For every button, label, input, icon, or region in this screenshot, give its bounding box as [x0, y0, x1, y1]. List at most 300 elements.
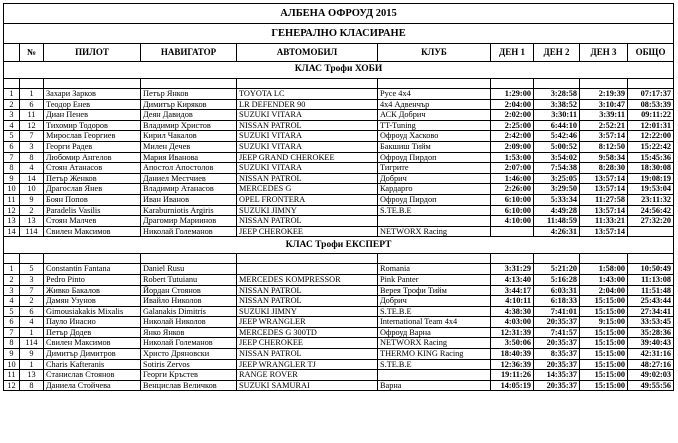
spacer-cell	[4, 254, 20, 264]
cell-day2: 7:54:38	[534, 163, 580, 174]
cell-no: 12	[20, 120, 44, 131]
spacer-cell	[44, 79, 141, 89]
cell-no: 10	[20, 184, 44, 195]
cell-navigator: Robert Tutuianu	[141, 274, 237, 285]
cell-navigator: Димитър Киряков	[141, 99, 237, 110]
cell-day1: 1:29:00	[491, 89, 534, 100]
cell-day3: 15:15:00	[580, 370, 628, 381]
cell-pilot: Paradelis Vasilis	[44, 205, 141, 216]
class-header-row	[4, 237, 674, 254]
cell-day1: 2:02:00	[491, 110, 534, 121]
cell-no: 7	[20, 131, 44, 142]
cell-day1: 4:38:30	[491, 306, 534, 317]
header-club: КЛУБ	[378, 44, 491, 62]
cell-day2: 5:00:52	[534, 141, 580, 152]
table-row	[4, 99, 674, 110]
cell-club: 4x4 Адвенчър	[378, 99, 491, 110]
cell-no: 6	[20, 306, 44, 317]
cell-no: 3	[20, 274, 44, 285]
spacer-cell	[534, 254, 580, 264]
cell-day3: 15:15:00	[580, 338, 628, 349]
cell-day3: 3:57:14	[580, 131, 628, 142]
cell-club: Pink Panter	[378, 274, 491, 285]
spacer-row	[4, 254, 674, 264]
spacer-cell	[20, 254, 44, 264]
cell-no: 9	[20, 194, 44, 205]
cell-day1: 14:05:19	[491, 380, 534, 391]
table-row	[4, 89, 674, 100]
table-row	[4, 131, 674, 142]
cell-pilot: Тихомир Тодоров	[44, 120, 141, 131]
cell-day3: 13:57:14	[580, 173, 628, 184]
spacer-row	[4, 79, 674, 89]
cell-no: 4	[20, 317, 44, 328]
cell-day1: 6:10:00	[491, 205, 534, 216]
cell-navigator: Георги Кръстев	[141, 370, 237, 381]
spacer-cell	[628, 254, 674, 264]
spacer-cell	[141, 79, 237, 89]
cell-day1: 12:36:39	[491, 359, 534, 370]
cell-club: Тигрите	[378, 163, 491, 174]
cell-pos: 9	[4, 173, 20, 184]
cell-navigator: Мария Иванова	[141, 152, 237, 163]
spacer-cell	[580, 254, 628, 264]
cell-no: 7	[20, 285, 44, 296]
cell-navigator: Владимир Христов	[141, 120, 237, 131]
cell-pilot: Charis Kafteranis	[44, 359, 141, 370]
cell-car: SUZUKI SAMURAI	[237, 380, 378, 391]
cell-total: 19:08:19	[628, 173, 674, 184]
cell-total: 24:56:42	[628, 205, 674, 216]
cell-pos: 13	[4, 216, 20, 227]
cell-car: JEEP CHEROKEE	[237, 226, 378, 237]
cell-no: 1	[20, 359, 44, 370]
table-row	[4, 296, 674, 307]
cell-club: АСК Добрич	[378, 110, 491, 121]
spacer-cell	[44, 254, 141, 264]
cell-pos: 9	[4, 349, 20, 360]
cell-club	[378, 216, 491, 227]
cell-navigator: Daniel Rusu	[141, 264, 237, 275]
cell-day2: 4:49:28	[534, 205, 580, 216]
cell-day1: 2:09:00	[491, 141, 534, 152]
cell-day2: 20:35:37	[534, 359, 580, 370]
cell-car: NISSAN PATROL	[237, 216, 378, 227]
cell-day3: 13:57:14	[580, 184, 628, 195]
cell-navigator: Христо Дряновски	[141, 349, 237, 360]
cell-total: 48:27:16	[628, 359, 674, 370]
cell-day1: 12:31:39	[491, 327, 534, 338]
cell-day2: 5:16:28	[534, 274, 580, 285]
cell-club: Офроуд Пирдоп	[378, 152, 491, 163]
table-row	[4, 264, 674, 275]
cell-car	[237, 264, 378, 275]
cell-day1: 6:10:00	[491, 194, 534, 205]
cell-pilot: Петър Женков	[44, 173, 141, 184]
cell-no: 8	[20, 380, 44, 391]
table-row	[4, 226, 674, 237]
cell-day2: 6:03:31	[534, 285, 580, 296]
cell-pos: 12	[4, 380, 20, 391]
cell-club: Кардарго	[378, 184, 491, 195]
cell-total: 12:01:31	[628, 120, 674, 131]
cell-car: NISSAN PATROL	[237, 120, 378, 131]
cell-total: 11:51:48	[628, 285, 674, 296]
cell-car: SUZUKI VITARA	[237, 141, 378, 152]
cell-navigator: Владимир Атанасов	[141, 184, 237, 195]
table-row	[4, 274, 674, 285]
cell-day1: 1:53:00	[491, 152, 534, 163]
cell-club: S.TE.B.E	[378, 306, 491, 317]
cell-navigator: Венцислав Величков	[141, 380, 237, 391]
cell-pos: 5	[4, 306, 20, 317]
cell-day2: 3:54:02	[534, 152, 580, 163]
cell-pilot: Стоян Атанасов	[44, 163, 141, 174]
cell-no: 1	[20, 327, 44, 338]
cell-day1: 2:26:00	[491, 184, 534, 195]
cell-day1: 4:10:00	[491, 216, 534, 227]
cell-pos: 5	[4, 131, 20, 142]
cell-day2: 3:30:11	[534, 110, 580, 121]
cell-total: 12:22:00	[628, 131, 674, 142]
cell-pos: 3	[4, 110, 20, 121]
cell-pilot: Pedro Pinto	[44, 274, 141, 285]
cell-total: 33:53:45	[628, 317, 674, 328]
cell-no: 1	[20, 89, 44, 100]
cell-no: 2	[20, 296, 44, 307]
cell-total: 42:31:16	[628, 349, 674, 360]
cell-no: 6	[20, 99, 44, 110]
cell-no: 11	[20, 110, 44, 121]
cell-navigator: Деян Давидов	[141, 110, 237, 121]
cell-pos: 7	[4, 152, 20, 163]
cell-club: S.TE.B.E	[378, 205, 491, 216]
cell-pos: 6	[4, 317, 20, 328]
cell-navigator: Кирил Чакалов	[141, 131, 237, 142]
cell-day1: 3:50:06	[491, 338, 534, 349]
class-name: КЛАС Трофи ХОБИ	[4, 62, 674, 79]
cell-day1	[491, 226, 534, 237]
table-row	[4, 349, 674, 360]
spacer-cell	[378, 79, 491, 89]
cell-car: TOYOTA LC	[237, 89, 378, 100]
cell-total: 09:11:22	[628, 110, 674, 121]
cell-pos: 4	[4, 120, 20, 131]
cell-no: 3	[20, 141, 44, 152]
cell-day3: 3:10:47	[580, 99, 628, 110]
page-subtitle: ГЕНЕРАЛНО КЛАСИРАНЕ	[4, 24, 674, 44]
cell-total: 08:53:39	[628, 99, 674, 110]
cell-pos: 10	[4, 184, 20, 195]
cell-no: 8	[20, 152, 44, 163]
table-row	[4, 152, 674, 163]
cell-day3: 1:58:00	[580, 264, 628, 275]
table-row	[4, 173, 674, 184]
cell-navigator: Иван Иванов	[141, 194, 237, 205]
spacer-cell	[141, 254, 237, 264]
cell-no: 2	[20, 205, 44, 216]
table-row	[4, 205, 674, 216]
cell-car: JEEP CHEROKEE	[237, 338, 378, 349]
cell-car: NISSAN PATROL	[237, 285, 378, 296]
cell-total: 25:43:44	[628, 296, 674, 307]
cell-pilot: Станислав Стоянов	[44, 370, 141, 381]
cell-day3: 8:12:50	[580, 141, 628, 152]
cell-no: 13	[20, 370, 44, 381]
title-row	[4, 4, 674, 24]
cell-pilot: Свилен Максимов	[44, 338, 141, 349]
header-no: №	[20, 44, 44, 62]
cell-day2: 5:42:46	[534, 131, 580, 142]
cell-day2: 3:28:58	[534, 89, 580, 100]
cell-pos: 11	[4, 370, 20, 381]
cell-car: NISSAN PATROL	[237, 349, 378, 360]
cell-day3: 2:52:21	[580, 120, 628, 131]
cell-day1: 2:25:00	[491, 120, 534, 131]
header-pos	[4, 44, 20, 62]
cell-total: 27:34:41	[628, 306, 674, 317]
cell-navigator: Sotiris Zervos	[141, 359, 237, 370]
cell-day3: 8:28:30	[580, 163, 628, 174]
cell-day3: 2:04:00	[580, 285, 628, 296]
spacer-cell	[628, 79, 674, 89]
header-row	[4, 44, 674, 62]
cell-club: Добрич	[378, 173, 491, 184]
cell-day3: 1:43:00	[580, 274, 628, 285]
cell-day3: 3:39:11	[580, 110, 628, 121]
cell-pos: 12	[4, 205, 20, 216]
spacer-cell	[4, 79, 20, 89]
spacer-cell	[491, 254, 534, 264]
header-total: ОБЩО	[628, 44, 674, 62]
cell-no: 4	[20, 163, 44, 174]
cell-club: Добрич	[378, 296, 491, 307]
cell-club: NETWORX Racing	[378, 226, 491, 237]
cell-navigator: Милен Дечев	[141, 141, 237, 152]
header-day1: ДЕН 1	[491, 44, 534, 62]
cell-day2: 3:29:50	[534, 184, 580, 195]
table-row	[4, 110, 674, 121]
cell-pos: 2	[4, 274, 20, 285]
cell-car: SUZUKI JIMNY	[237, 306, 378, 317]
cell-day3: 13:57:14	[580, 205, 628, 216]
cell-pos: 7	[4, 327, 20, 338]
cell-day1: 2:42:00	[491, 131, 534, 142]
cell-day1: 4:10:11	[491, 296, 534, 307]
cell-car: LR DEFENDER 90	[237, 99, 378, 110]
cell-pos: 4	[4, 296, 20, 307]
cell-club: THERMO KING Racing	[378, 349, 491, 360]
cell-pilot: Димитър Димитров	[44, 349, 141, 360]
header-day2: ДЕН 2	[534, 44, 580, 62]
class-header-row	[4, 62, 674, 79]
spacer-cell	[20, 79, 44, 89]
cell-total: 15:45:36	[628, 152, 674, 163]
cell-navigator: Николай Големанов	[141, 226, 237, 237]
cell-club: S.TE.B.E	[378, 359, 491, 370]
cell-car: SUZUKI VITARA	[237, 131, 378, 142]
cell-day2: 4:26:31	[534, 226, 580, 237]
cell-day2: 7:41:01	[534, 306, 580, 317]
cell-day2: 11:48:59	[534, 216, 580, 227]
cell-total: 39:40:43	[628, 338, 674, 349]
header-car: АВТОМОБИЛ	[237, 44, 378, 62]
cell-total: 11:13:08	[628, 274, 674, 285]
spacer-cell	[237, 254, 378, 264]
cell-total: 07:17:37	[628, 89, 674, 100]
cell-car: JEEP GRAND CHEROKEE	[237, 152, 378, 163]
cell-navigator: Даниел Местчиев	[141, 173, 237, 184]
cell-club: Верея Трофи Тийм	[378, 285, 491, 296]
cell-day2: 3:38:52	[534, 99, 580, 110]
cell-day1: 4:03:00	[491, 317, 534, 328]
cell-day2: 20:35:37	[534, 338, 580, 349]
cell-day1: 2:07:00	[491, 163, 534, 174]
cell-day2: 8:35:37	[534, 349, 580, 360]
header-pilot: ПИЛОТ	[44, 44, 141, 62]
cell-club: Romania	[378, 264, 491, 275]
cell-day3: 15:15:00	[580, 359, 628, 370]
table-row	[4, 370, 674, 381]
spacer-cell	[237, 79, 378, 89]
cell-club	[378, 370, 491, 381]
cell-pos: 3	[4, 285, 20, 296]
cell-total: 35:28:36	[628, 327, 674, 338]
cell-navigator: Апостол Апостолов	[141, 163, 237, 174]
cell-day2: 20:35:37	[534, 380, 580, 391]
cell-pos: 6	[4, 141, 20, 152]
cell-car: SUZUKI VITARA	[237, 163, 378, 174]
cell-club: Офроуд Варна	[378, 327, 491, 338]
cell-total: 27:32:20	[628, 216, 674, 227]
cell-no: 9	[20, 349, 44, 360]
table-row	[4, 359, 674, 370]
cell-pos: 10	[4, 359, 20, 370]
cell-pilot: Боян Попов	[44, 194, 141, 205]
cell-car: SUZUKI VITARA	[237, 110, 378, 121]
cell-car: RANGE ROVER	[237, 370, 378, 381]
table-row	[4, 120, 674, 131]
cell-day3: 15:15:00	[580, 296, 628, 307]
cell-pilot: Георги Радев	[44, 141, 141, 152]
cell-day3: 9:15:00	[580, 317, 628, 328]
cell-day3: 11:33:21	[580, 216, 628, 227]
cell-day2: 20:35:37	[534, 317, 580, 328]
cell-pilot: Живко Бакалов	[44, 285, 141, 296]
cell-total: 49:02:03	[628, 370, 674, 381]
spacer-cell	[378, 254, 491, 264]
cell-pos: 1	[4, 89, 20, 100]
cell-car: MERCEDES G 300TD	[237, 327, 378, 338]
table-row	[4, 194, 674, 205]
cell-no: 5	[20, 264, 44, 275]
cell-day3: 11:27:58	[580, 194, 628, 205]
table-row	[4, 338, 674, 349]
cell-pilot: Паулo Инасио	[44, 317, 141, 328]
cell-total: 19:53:04	[628, 184, 674, 195]
cell-no: 14	[20, 173, 44, 184]
cell-day1: 1:46:00	[491, 173, 534, 184]
cell-club: TT-Tuning	[378, 120, 491, 131]
cell-day3: 15:15:00	[580, 349, 628, 360]
cell-car: JEEP WRANGLER TJ	[237, 359, 378, 370]
cell-pos: 11	[4, 194, 20, 205]
cell-day2: 5:21:20	[534, 264, 580, 275]
table-row	[4, 327, 674, 338]
spacer-cell	[491, 79, 534, 89]
cell-no: 13	[20, 216, 44, 227]
table-row	[4, 216, 674, 227]
cell-car: OPEL FRONTERA	[237, 194, 378, 205]
cell-day3: 13:57:14	[580, 226, 628, 237]
cell-day1: 2:04:00	[491, 99, 534, 110]
cell-total: 49:55:56	[628, 380, 674, 391]
table-row	[4, 184, 674, 195]
cell-navigator: Karaburniotis Argiris	[141, 205, 237, 216]
table-row	[4, 380, 674, 391]
cell-day1: 3:44:17	[491, 285, 534, 296]
cell-pilot: Драгослав Янев	[44, 184, 141, 195]
cell-club: NETWORX Racing	[378, 338, 491, 349]
cell-navigator: Ивайло Николов	[141, 296, 237, 307]
cell-day1: 3:31:29	[491, 264, 534, 275]
cell-day3: 2:19:39	[580, 89, 628, 100]
cell-pilot: Дамян Узунов	[44, 296, 141, 307]
cell-day3: 9:58:34	[580, 152, 628, 163]
cell-pos: 1	[4, 264, 20, 275]
cell-car: NISSAN PATROL	[237, 296, 378, 307]
cell-pos: 14	[4, 226, 20, 237]
cell-total: 15:22:42	[628, 141, 674, 152]
cell-pilot: Диан Пенев	[44, 110, 141, 121]
cell-pilot: Любомир Ангелов	[44, 152, 141, 163]
class-name: КЛАС Трофи ЕКСПЕРТ	[4, 237, 674, 254]
cell-day2: 6:18:33	[534, 296, 580, 307]
table-row	[4, 285, 674, 296]
cell-pos: 8	[4, 163, 20, 174]
cell-car: MERCEDES KOMPRESSOR	[237, 274, 378, 285]
cell-total	[628, 226, 674, 237]
cell-day1: 4:13:40	[491, 274, 534, 285]
cell-day1: 19:11:26	[491, 370, 534, 381]
cell-pilot: Constantin Fantana	[44, 264, 141, 275]
cell-club: Русе 4x4	[378, 89, 491, 100]
cell-pilot: Даниела Стойчева	[44, 380, 141, 391]
cell-navigator: Петър Янков	[141, 89, 237, 100]
cell-day2: 5:33:34	[534, 194, 580, 205]
cell-total: 10:50:49	[628, 264, 674, 275]
cell-pilot: Gimousiakakis Mixalis	[44, 306, 141, 317]
cell-car: MERCEDES G	[237, 184, 378, 195]
cell-pilot: Свилен Максимов	[44, 226, 141, 237]
cell-pos: 8	[4, 338, 20, 349]
cell-club: Варна	[378, 380, 491, 391]
header-navigator: НАВИГАТОР	[141, 44, 237, 62]
cell-day3: 15:15:00	[580, 327, 628, 338]
cell-pilot: Теодор Енев	[44, 99, 141, 110]
cell-pilot: Стоян Малчев	[44, 216, 141, 227]
cell-car: NISSAN PATROL	[237, 173, 378, 184]
cell-navigator: Йордан Стоянов	[141, 285, 237, 296]
subtitle-row	[4, 24, 674, 44]
table-row	[4, 306, 674, 317]
cell-car: JEEP WRANGLER	[237, 317, 378, 328]
cell-pilot: Петър Додев	[44, 327, 141, 338]
cell-navigator: Николай Николов	[141, 317, 237, 328]
spacer-cell	[534, 79, 580, 89]
table-row	[4, 163, 674, 174]
cell-club: International Team 4x4	[378, 317, 491, 328]
